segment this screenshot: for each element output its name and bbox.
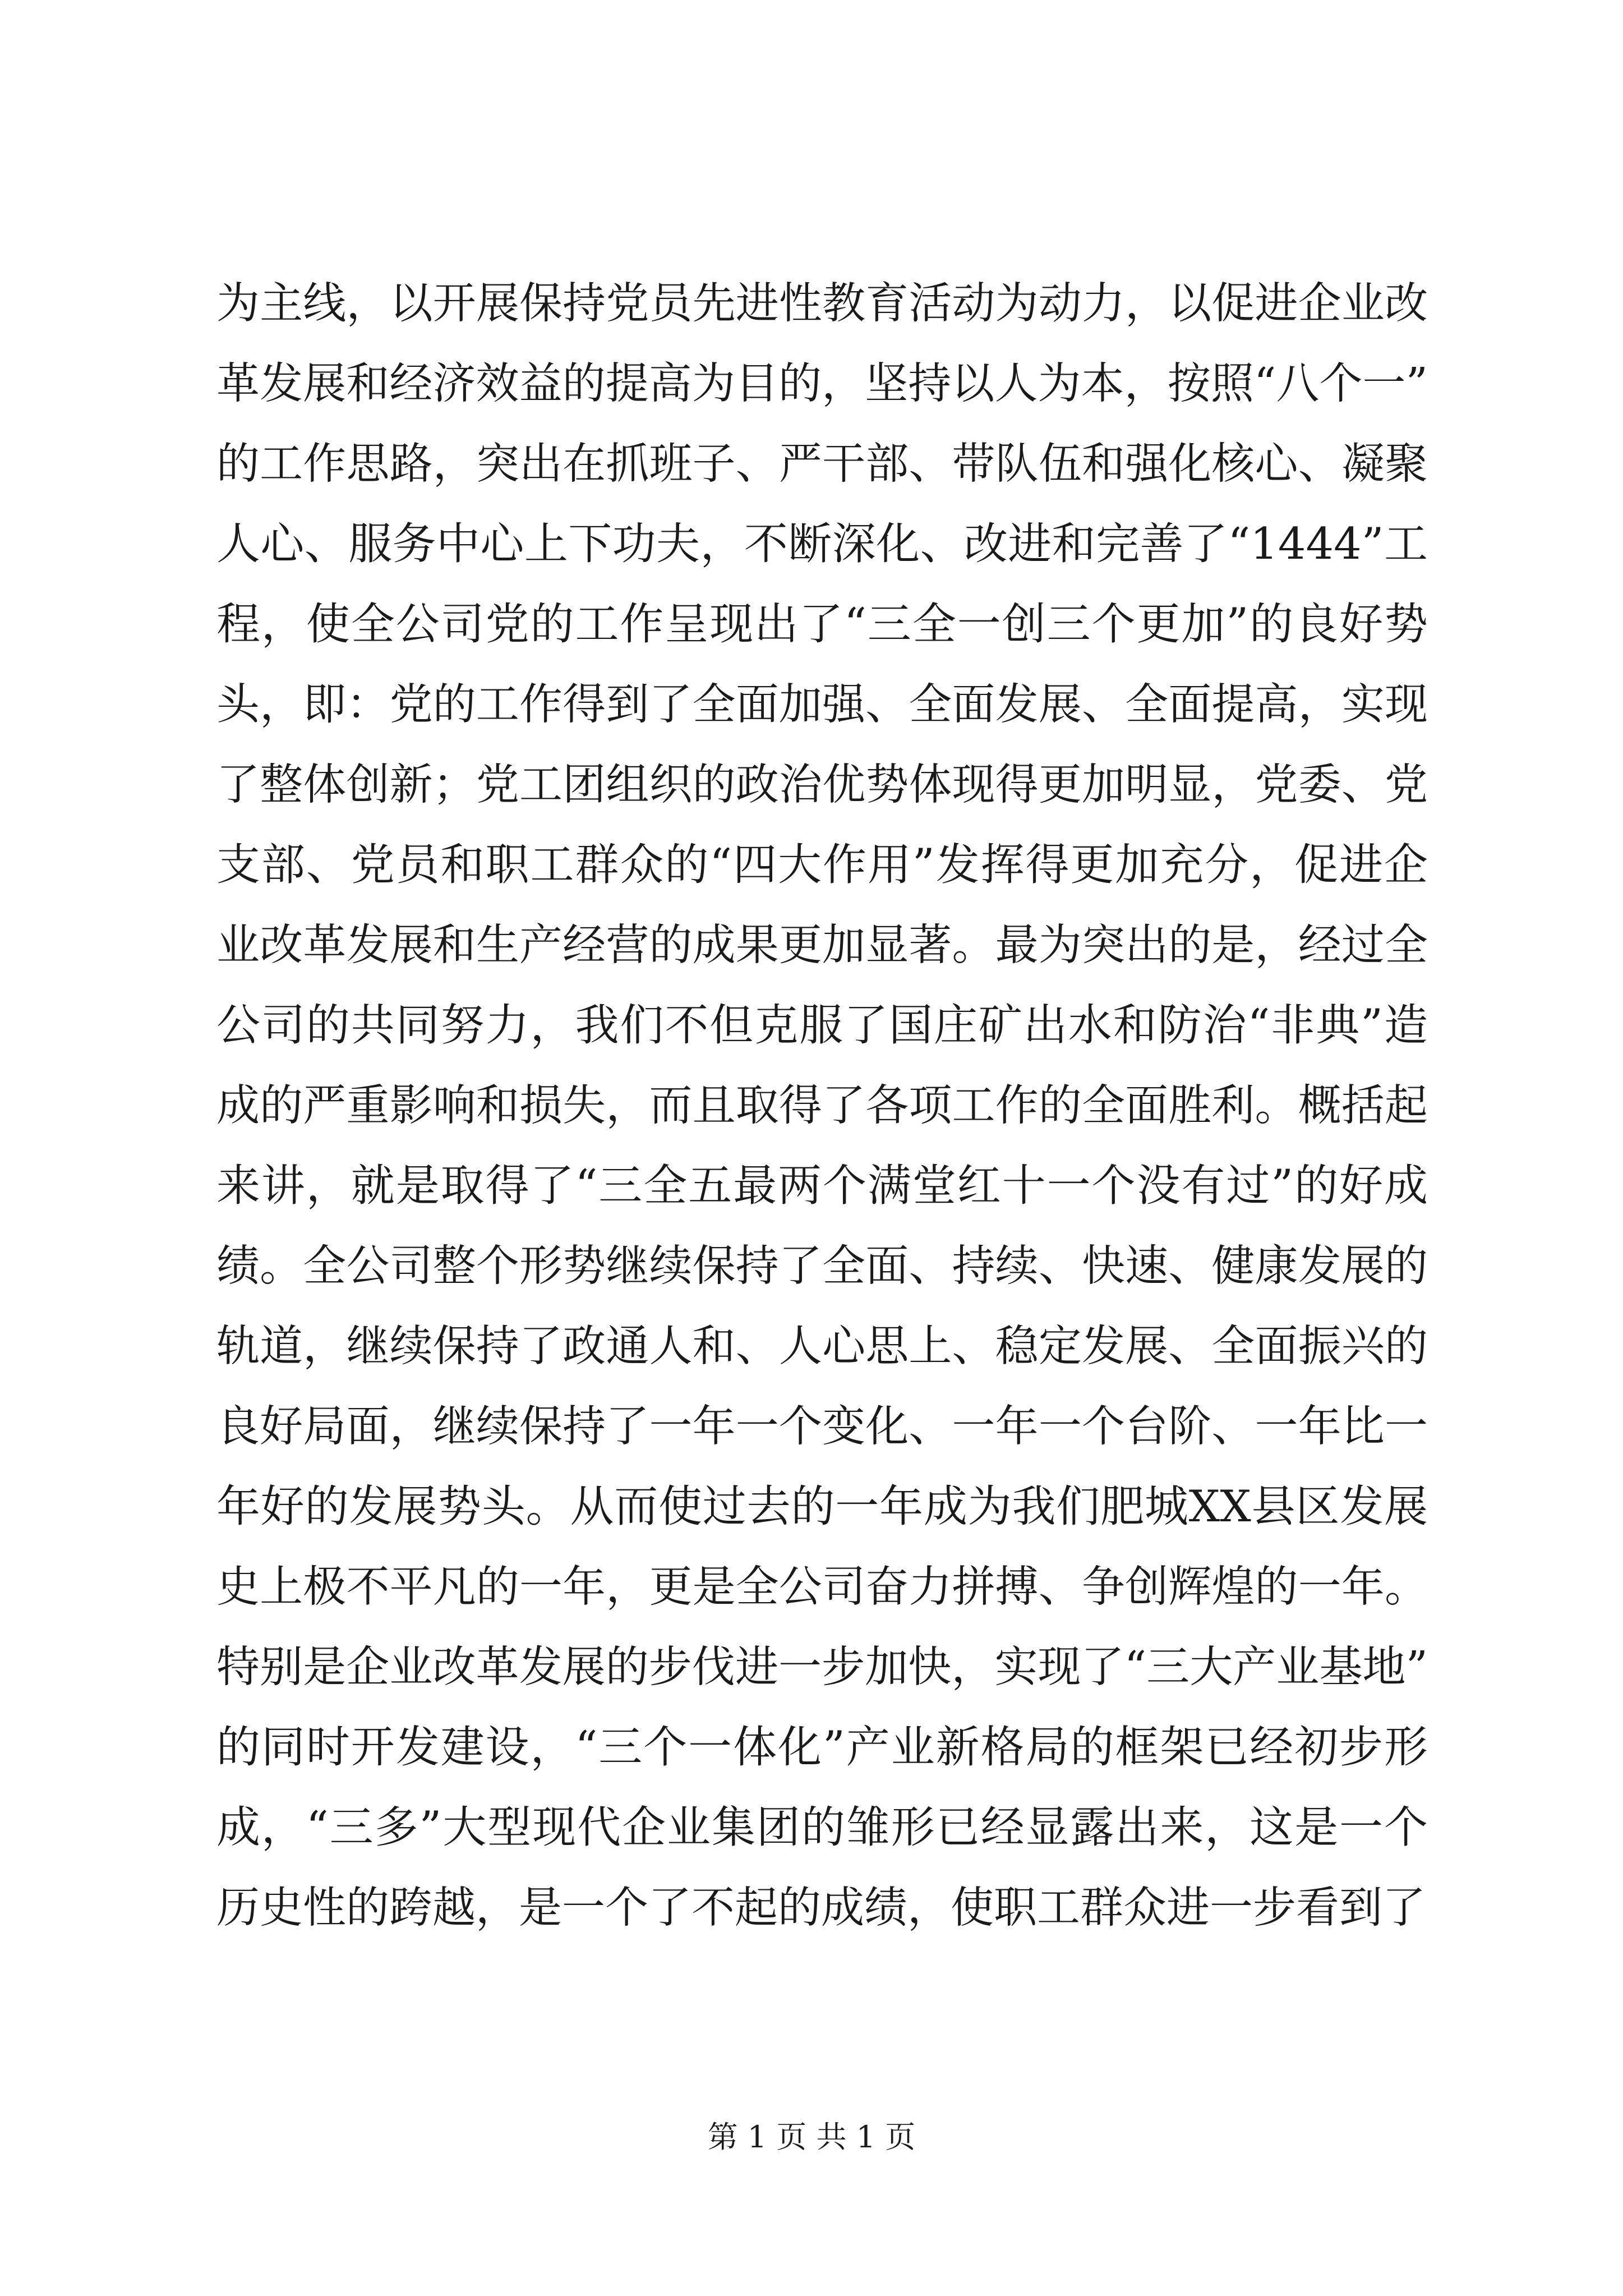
text-line: 的同时开发建设，“三个一体化”产业新格局的框架已经初步形 [216, 1722, 1428, 1773]
text-line: 的工作思路，突出在抓班子、严干部、带队伍和强化核心、凝聚 [216, 439, 1428, 489]
text-line: 支部、党员和职工群众的“四大作用”发挥得更加充分，促进企 [216, 840, 1428, 890]
text-line: 公司的共同努力，我们不但克服了国庄矿出水和防治“非典”造 [216, 1000, 1428, 1051]
text-line: 成的严重影响和损失，而且取得了各项工作的全面胜利。概括起 [216, 1081, 1428, 1131]
text-line: 人心、服务中心上下功夫，不断深化、改进和完善了“1444”工 [216, 519, 1428, 569]
page-number-label: 第 1 页 共 1 页 [707, 2119, 916, 2155]
text-line: 成，“三多”大型现代企业集团的雏形已经显露出来，这是一个 [216, 1802, 1428, 1853]
text-line: 年好的发展势头。从而使过去的一年成为我们肥城XX县区发展 [216, 1481, 1428, 1532]
text-line: 头，即：党的工作得到了全面加强、全面发展、全面提高，实现 [216, 680, 1428, 730]
text-line: 历史性的跨越，是一个了不起的成绩，使职工群众进一步看到了 [216, 1883, 1426, 1933]
text-line: 绩。全公司整个形势继续保持了全面、持续、快速、健康发展的 [216, 1241, 1428, 1291]
text-line: 轨道，继续保持了政通人和、人心思上、稳定发展、全面振兴的 [216, 1322, 1428, 1372]
text-line: 来讲，就是取得了“三全五最两个满堂红十一个没有过”的好成 [216, 1161, 1428, 1211]
text-line: 史上极不平凡的一年，更是全公司奋力拼搏、争创辉煌的一年。 [216, 1562, 1428, 1612]
text-line: 了整体创新；党工团组织的政治优势体现得更加明显，党委、党 [216, 760, 1428, 810]
text-line: 程，使全公司党的工作呈现出了“三全一创三个更加”的良好势 [216, 599, 1428, 650]
page-footer [0, 2118, 1623, 2157]
text-line: 为主线，以开展保持党员先进性教育活动为动力，以促进企业改 [216, 279, 1428, 329]
body-text [216, 264, 1428, 1948]
text-line: 特别是企业改革发展的步伐进一步加快，实现了“三大产业基地” [216, 1642, 1428, 1692]
text-line: 业改革发展和生产经营的成果更加显著。最为突出的是，经过全 [216, 921, 1428, 970]
text-line: 革发展和经济效益的提高为目的，坚持以人为本，按照“八个一” [216, 359, 1428, 409]
text-line: 良好局面，继续保持了一年一个变化、一年一个台阶、一年比一 [216, 1402, 1428, 1452]
